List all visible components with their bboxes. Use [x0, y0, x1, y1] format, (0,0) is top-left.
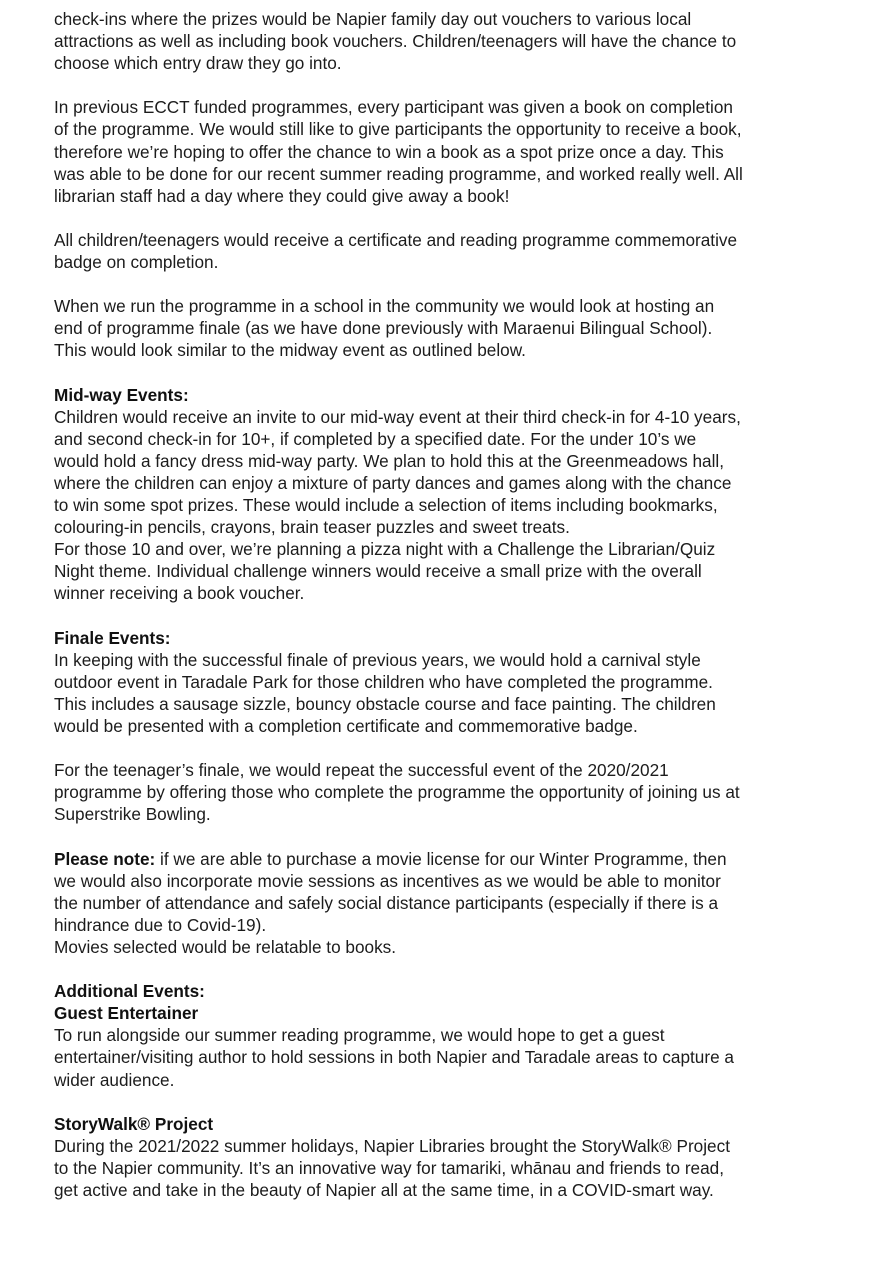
finale-section [54, 627, 844, 737]
teen-finale-line: For the teenager’s finale, we would repeat the successful event of the 2020/2021 [54, 760, 669, 781]
additional-line: wider audience. [54, 1069, 175, 1090]
teen-finale-paragraph [54, 759, 844, 825]
note-paragraph [54, 848, 844, 958]
intro-line: check-ins where the prizes would be Napier family day out vouchers to various local [54, 9, 692, 29]
book-prize-line: was able to be done for our recent summer reading programme, and worked really well. All [54, 163, 743, 184]
book-prize-line: therefore we’re hoping to offer the chance to win a book as a spot prize once a day. This [54, 141, 724, 162]
certificate-line: All children/teenagers would receive a certificate and reading programme commemorative [54, 229, 738, 250]
note-first-line [54, 848, 844, 870]
finale-line: In keeping with the successful finale of previous years, we would hold a carnival style [54, 649, 701, 670]
teen-finale-line: Superstrike Bowling. [54, 804, 211, 825]
book-prize-line: In previous ECCT funded programmes, every participant was given a book on completion [54, 97, 733, 118]
finale-heading: Finale Events: [54, 627, 171, 648]
storywalk-line: During the 2021/2022 summer holidays, Napier Libraries brought the StoryWalk® Project [54, 1135, 730, 1156]
book-prize-line: librarian staff had a day where they could give away a book! [54, 185, 510, 206]
school-line: When we run the programme in a school in the community we would look at hosting an [54, 296, 715, 317]
midway-line: would hold a fancy dress mid-way party. We plan to hold this at the Greenmeadows hall, [54, 450, 725, 471]
additional-heading: Additional Events: [54, 981, 205, 1002]
storywalk-heading: StoryWalk® Project [54, 1113, 214, 1134]
intro-paragraph [54, 8, 844, 74]
midway-line: Children would receive an invite to our mid-way event at their third check-in for 4-10 years, [54, 406, 741, 427]
midway-line: where the children can enjoy a mixture of party dances and games along with the chance [54, 472, 732, 493]
midway-line: to win some spot prizes. These would include a selection of items including bookmarks, [54, 495, 718, 516]
note-line: we would also incorporate movie sessions as incentives as we would be able to monitor [54, 870, 721, 891]
book-prize-line: of the programme. We would still like to give participants the opportunity to receive a book, [54, 119, 742, 140]
school-line: end of programme finale (as we have done previously with Maraenui Bilingual School). [54, 318, 713, 339]
additional-line: entertainer/visiting author to hold sessions in both Napier and Taradale areas to capture a [54, 1047, 734, 1068]
midway-line: For those 10 and over, we’re planning a pizza night with a Challenge the Librarian/Quiz [54, 539, 716, 560]
note-label: Please note: [54, 848, 156, 869]
storywalk-line: to the Napier community. It’s an innovative way for tamariki, whānau and friends to read, [54, 1157, 725, 1178]
guest-entertainer-heading: Guest Entertainer [54, 1003, 199, 1024]
school-paragraph [54, 295, 844, 361]
document-page [54, 8, 844, 1201]
additional-line: To run alongside our summer reading programme, we would hope to get a guest [54, 1025, 665, 1046]
storywalk-section [54, 1113, 844, 1201]
midway-line: and second check-in for 10+, if completed by a specified date. For the under 10’s we [54, 428, 697, 449]
storywalk-line: get active and take in the beauty of Napier all at the same time, in a COVID-smart way. [54, 1179, 714, 1200]
midway-line: Night theme. Individual challenge winners would receive a small prize with the overall [54, 561, 702, 582]
note-line: Movies selected would be relatable to books. [54, 936, 397, 957]
note-first-line-text: if we are able to purchase a movie license for our Winter Programme, then [155, 848, 727, 869]
intro-line: attractions as well as including book vouchers. Children/teenagers will have the chance to [54, 31, 737, 52]
teen-finale-line: programme by offering those who complete the programme the opportunity of joining us at [54, 782, 740, 803]
intro-line: choose which entry draw they go into. [54, 53, 342, 74]
midway-section [54, 384, 844, 605]
additional-section [54, 980, 844, 1090]
book-prize-paragraph [54, 96, 844, 206]
finale-line: outdoor event in Taradale Park for those children who have completed the programme. [54, 671, 713, 692]
certificate-line: badge on completion. [54, 252, 219, 273]
midway-line: winner receiving a book voucher. [54, 583, 305, 604]
note-line: hindrance due to Covid-19). [54, 914, 267, 935]
finale-line: would be presented with a completion certificate and commemorative badge. [54, 716, 638, 736]
certificate-paragraph [54, 229, 844, 273]
school-line: This would look similar to the midway event as outlined below. [54, 340, 526, 361]
finale-line: This includes a sausage sizzle, bouncy obstacle course and face painting. The children [54, 693, 716, 714]
midway-heading: Mid-way Events: [54, 384, 189, 405]
midway-line: colouring-in pencils, crayons, brain teaser puzzles and sweet treats. [54, 517, 570, 538]
note-line: the number of attendance and safely social distance participants (especially if there is a [54, 892, 719, 913]
